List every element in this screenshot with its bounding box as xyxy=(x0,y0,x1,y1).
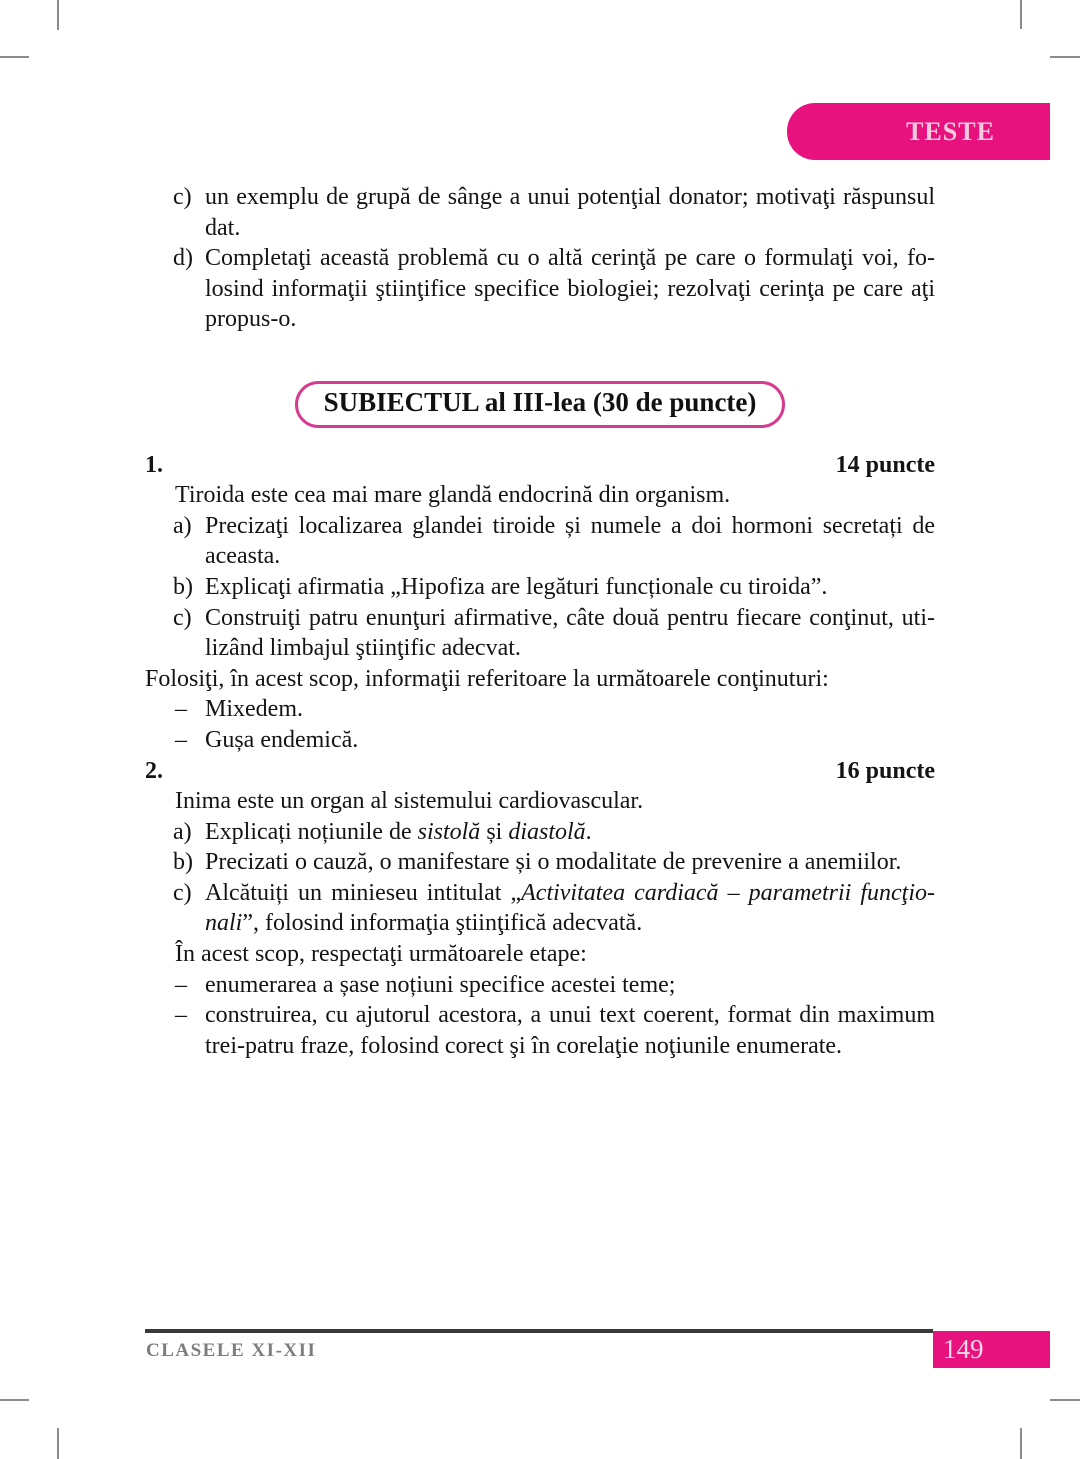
page-content xyxy=(145,182,935,1061)
text-segment: Folosiţi, în acest scop, informaţii referitoare la următoarele conţinuturi: xyxy=(145,665,829,692)
item-text xyxy=(175,786,935,817)
text-segment: un exemplu de grupă de sânge a unui potenţial donator; motivaţi răspunsul dat. xyxy=(205,184,935,241)
paragraph-line xyxy=(145,786,935,817)
lettered-item xyxy=(173,878,935,939)
dash-list-item xyxy=(175,1000,935,1061)
footer-classes-label: CLASELE XI-XII xyxy=(146,1340,317,1361)
item-text xyxy=(205,817,935,848)
text-segment: Alcătuiți un minieseu intitulat „ xyxy=(205,879,522,906)
lettered-item xyxy=(173,603,935,664)
item-marker: – xyxy=(175,971,187,998)
crop-mark xyxy=(0,1399,29,1401)
problem-heading xyxy=(145,756,935,787)
item-text xyxy=(205,243,935,335)
text-segment: Construiţi patru enunţuri afirmative, câte două pentru fiecare conţinut, utilizând limbajul ştiinţific adecvat. xyxy=(205,604,935,662)
paragraph-line xyxy=(145,480,935,511)
item-text xyxy=(175,939,935,970)
section-title: SUBIECTUL al III-lea (30 de puncte) xyxy=(323,386,757,417)
chapter-tab-label: TESTE xyxy=(906,116,995,146)
item-text xyxy=(205,572,935,603)
footer-rule xyxy=(145,1329,933,1333)
crop-mark xyxy=(0,56,29,58)
page-number-badge xyxy=(933,1331,1050,1368)
crop-mark xyxy=(57,1428,59,1459)
problem-heading xyxy=(145,450,935,481)
item-text xyxy=(145,664,935,695)
lettered-item xyxy=(173,817,935,848)
lettered-item xyxy=(173,847,935,878)
item-text xyxy=(175,480,935,511)
section-title-box xyxy=(295,381,786,428)
page-number: 149 xyxy=(943,1334,984,1364)
text-segment: Gușa endemică. xyxy=(205,726,359,753)
intro-items xyxy=(145,182,935,335)
text-segment: . xyxy=(585,818,592,845)
item-text xyxy=(205,1000,935,1061)
item-marker: c) xyxy=(173,879,192,906)
item-text xyxy=(205,511,935,572)
paragraph-line xyxy=(145,664,935,695)
crop-mark xyxy=(1050,1399,1080,1401)
paragraph-line xyxy=(145,939,935,970)
lettered-item xyxy=(173,243,935,335)
italic-text-segment: Activitatea cardiacă – parametrii funcţionali xyxy=(205,879,936,937)
lettered-item xyxy=(173,511,935,572)
text-segment: Precizaţi localizarea glandei tiroide și numele a doi hormoni secretați de aceasta. xyxy=(205,512,935,570)
italic-text-segment: sistolă xyxy=(417,818,481,845)
item-text xyxy=(205,725,935,756)
item-marker: a) xyxy=(173,512,192,539)
problems-list xyxy=(145,450,935,1062)
item-marker: a) xyxy=(173,818,192,845)
crop-mark xyxy=(57,0,59,30)
item-marker: d) xyxy=(173,245,193,272)
item-text xyxy=(205,694,935,725)
text-segment: Explicaţi afirmatia „Hipofiza are legături funcționale cu tiroida”. xyxy=(205,573,828,600)
item-marker: – xyxy=(175,726,187,753)
dash-list-item xyxy=(175,970,935,1001)
text-segment: Inima este un organ al sistemului cardiovascular. xyxy=(175,788,644,815)
dash-list-item xyxy=(175,725,935,756)
text-segment: și xyxy=(480,818,509,845)
text-segment: Precizati o cauză, o manifestare și o modalitate de prevenire a anemiilor. xyxy=(205,849,902,876)
item-marker: b) xyxy=(173,849,193,876)
item-text xyxy=(205,182,935,243)
text-segment: enumerarea a șase noțiuni specifice acestei teme; xyxy=(205,971,676,998)
item-marker: – xyxy=(175,696,187,723)
item-text xyxy=(205,603,935,664)
item-marker: b) xyxy=(173,573,193,600)
text-segment: Mixedem. xyxy=(205,696,303,723)
crop-mark xyxy=(1020,0,1022,29)
dash-list-item xyxy=(175,694,935,725)
item-marker: c) xyxy=(173,604,192,631)
text-segment: Tiroida este cea mai mare glandă endocrină din organism. xyxy=(175,482,731,509)
section-title-wrap xyxy=(145,381,935,428)
text-segment: ”, folosind informaţia ştiinţifică adecvată. xyxy=(242,910,643,937)
item-text xyxy=(205,878,935,939)
chapter-header-tab xyxy=(787,103,1050,160)
italic-text-segment: diastolă xyxy=(508,818,586,845)
lettered-item xyxy=(173,572,935,603)
crop-mark xyxy=(1050,56,1080,58)
text-segment: În acest scop, respectaţi următoarele etape: xyxy=(175,941,587,968)
lettered-item xyxy=(173,182,935,243)
item-text xyxy=(205,970,935,1001)
problem-number: 2. xyxy=(145,757,163,784)
text-segment: construirea, cu ajutorul acestora, a unui text coerent, format din maximum trei-patru fraze, folosind corect şi în corelaţie noţiunile enumerate. xyxy=(205,1002,935,1059)
text-segment: Explicați noțiunile de xyxy=(205,818,418,845)
item-marker: – xyxy=(175,1002,187,1029)
item-marker: c) xyxy=(173,184,192,210)
problem-points: 14 puncte xyxy=(835,451,935,478)
crop-mark xyxy=(1020,1428,1022,1459)
item-text xyxy=(205,847,935,878)
text-segment: Completaţi această problemă cu o altă cerinţă pe care o formulaţi voi, folosind informaţii ştiinţifice specifice biologiei; rezolvaţi cerinţa pe care aţi propus-o. xyxy=(205,245,935,333)
problem-points: 16 puncte xyxy=(835,757,935,784)
problem-number: 1. xyxy=(145,451,163,478)
